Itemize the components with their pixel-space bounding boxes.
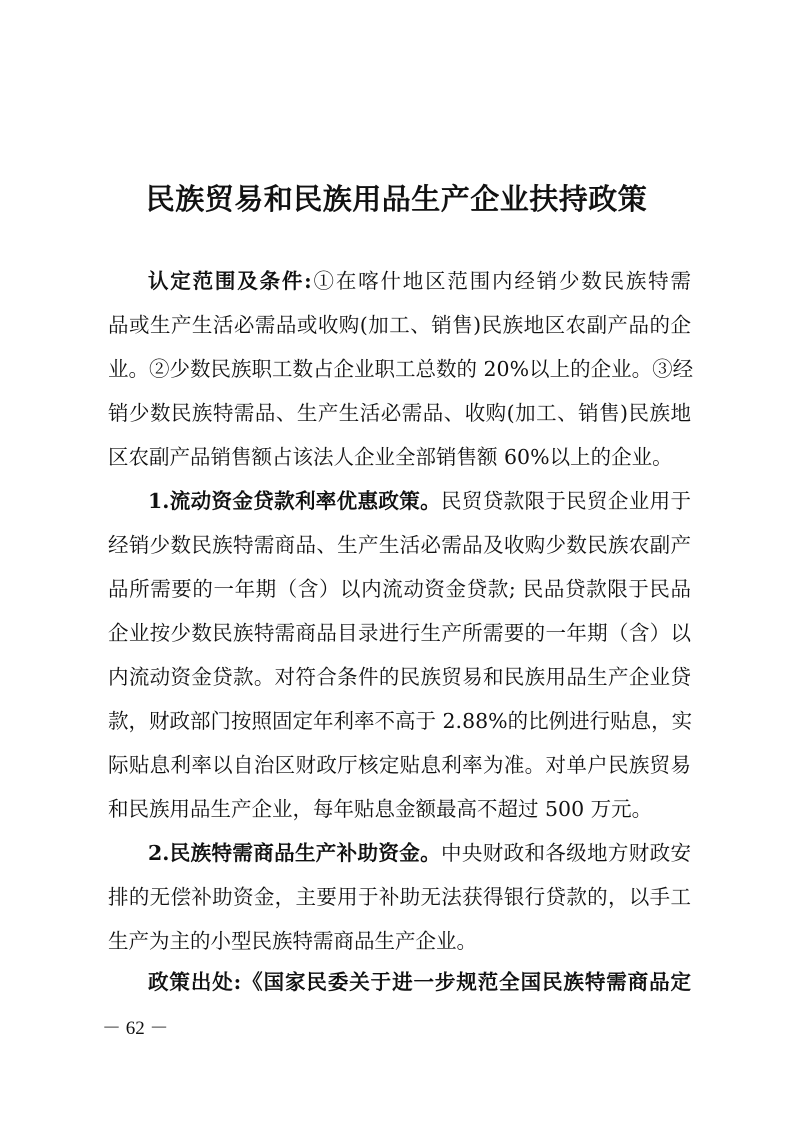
intro-paragraph-line-3: 业。②少数民族职工数占企业职工总数的 20%以上的企业。③经: [108, 357, 694, 381]
intro-paragraph-line-5: 区农副产品销售额占该法人企业全部销售额 60%以上的企业。: [108, 445, 673, 469]
policy-source-line: [148, 967, 691, 997]
page-title: 民族贸易和民族用品生产企业扶持政策: [145, 182, 648, 216]
intro-paragraph-line-2: 品或生产生活必需品或收购(加工、销售)民族地区农副产品的企: [108, 313, 691, 337]
section-2-line-2: 排的无偿补助资金，主要用于补助无法获得银行贷款的，以手工: [108, 885, 691, 909]
section-1-line-6: 款，财政部门按照固定年利率不高于 2.88%的比例进行贴息，实: [108, 709, 693, 733]
section-1-text-1: 民贸贷款限于民贸企业用于: [441, 489, 692, 513]
section-2-text-1: 中央财政和各级地方财政安: [441, 841, 692, 865]
intro-paragraph-line-1: [148, 266, 691, 296]
section-1-line-2: 经销少数民族特需商品、生产生活必需品及收购少数民族农副产: [108, 533, 691, 557]
intro-paragraph-line-4: 销少数民族特需品、生产生活必需品、收购(加工、销售)民族地: [108, 401, 691, 425]
section-2-heading: 2.民族特需商品生产补助资金。: [148, 841, 441, 865]
policy-source-text: 《国家民委关于进一步规范全国民族特需商品定: [241, 970, 692, 994]
policy-source-label: 政策出处:: [148, 970, 242, 994]
section-1-line-5: 内流动资金贷款。对符合条件的民族贸易和民族用品生产企业贷: [108, 665, 691, 689]
section-1-line-7: 际贴息利率以自治区财政厅核定贴息利率为准。对单户民族贸易: [108, 753, 691, 777]
intro-text-1: ①在喀什地区范围内经销少数民族特需: [311, 269, 691, 293]
section-1-line-8: 和民族用品生产企业，每年贴息金额最高不超过 500 万元。: [108, 797, 653, 821]
page-number: － 62 －: [102, 1018, 169, 1039]
section-1-heading: 1.流动资金贷款利率优惠政策。: [148, 489, 441, 513]
section-2-line-3: 生产为主的小型民族特需商品生产企业。: [108, 929, 477, 953]
section-1-line-4: 企业按少数民族特需商品目录进行生产所需要的一年期（含）以: [108, 621, 691, 645]
section-2-line-1: [148, 838, 691, 868]
section-1-line-1: [148, 486, 691, 516]
section-1-line-3: 品所需要的一年期（含）以内流动资金贷款; 民品贷款限于民品: [108, 577, 691, 601]
intro-label: 认定范围及条件:: [148, 269, 312, 293]
